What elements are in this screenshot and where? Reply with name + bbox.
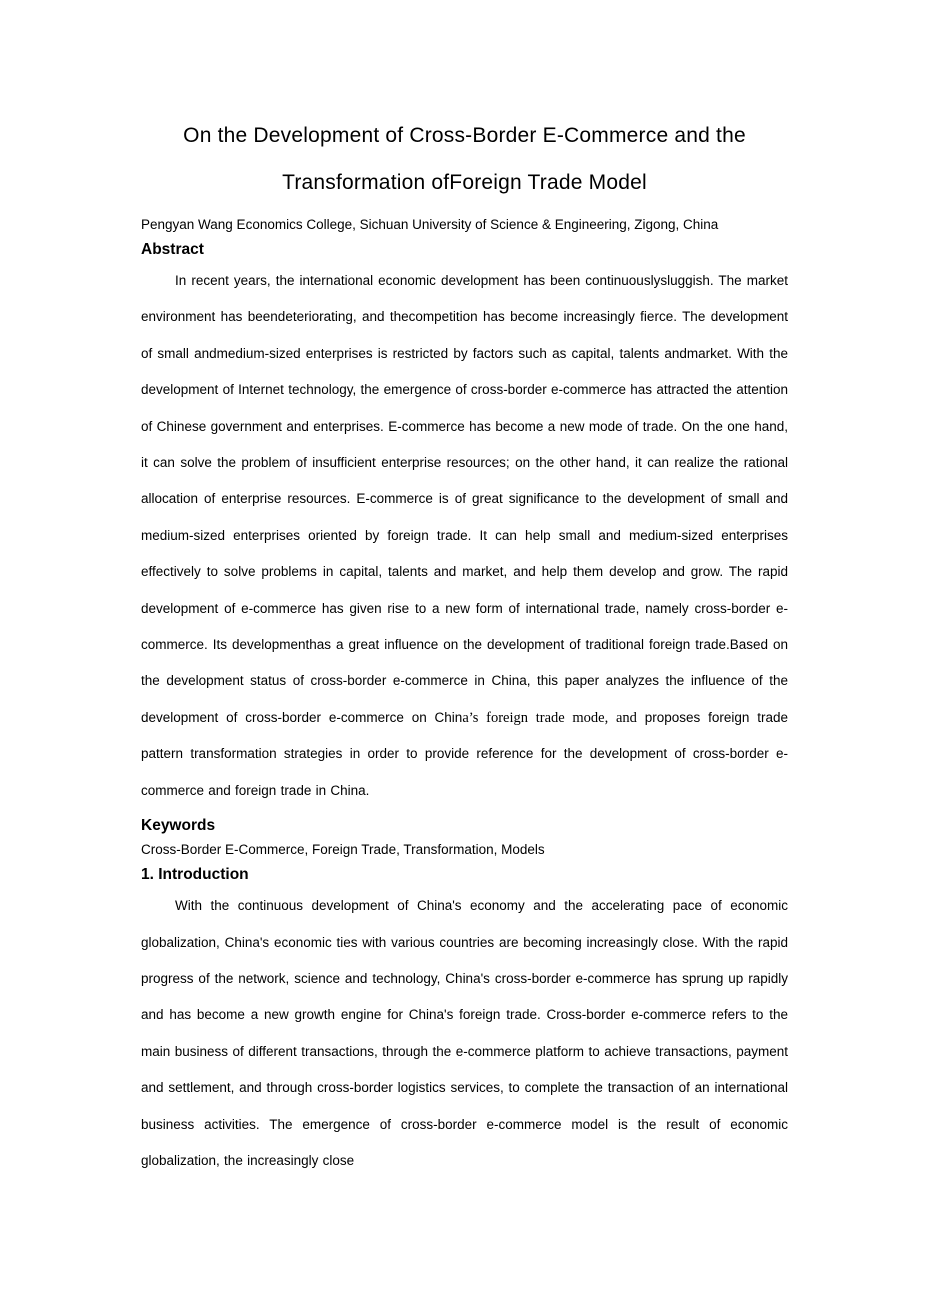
- paper-title: [141, 112, 788, 206]
- title-line-2: Transformation ofForeign Trade Model: [282, 171, 647, 194]
- keywords-text: Cross-Border E-Commerce, Foreign Trade, Transformation, Models: [141, 842, 545, 858]
- abstract-heading: Abstract: [141, 241, 204, 258]
- introduction-paragraph: With the continuous development of China's economy and the accelerating pace of economic globalization, China's economic ties with various countries are becoming increasingly close. With the rapid progress of the network, science and technology, China's cross-border e-commerce has sprung up rapidly and has become a new growth engine for China's foreign trade. Cross-border e-commerce refers to the main business of different transactions, through the e-commerce platform to achieve transactions, payment and settlement, and through cross-border logistics services, to complete the transaction of an international business activities. The emergence of cross-border e-commerce model is the result of economic globalization, the increasingly close: [141, 898, 788, 1168]
- abstract-paragraph: [141, 263, 788, 809]
- keywords-heading: Keywords: [141, 817, 216, 835]
- title-line-1: On the Development of Cross-Border E-Commerce and the: [183, 124, 746, 147]
- abstract-text-end: proposes foreign trade pattern transformation strategies in order to provide reference for the development of cross-border e-commerce and foreign trade in China.: [141, 709, 788, 798]
- abstract-text-serif-run: a’s foreign trade mode, and: [462, 709, 637, 726]
- introduction-heading: 1. Introduction: [141, 866, 249, 884]
- abstract-text-main: In recent years, the international economic development has been continuouslysluggish. The market environment has beendeteriorating, and thecompetition has become increasingly fierce. The development of small andmedium-sized enterprises is restricted by factors such as capital, talents andmarket. With the development of Internet technology, the emergence of cross-border e-commerce has attracted the attention of Chinese government and enterprises. E-commerce has become a new mode of trade. On the one hand, it can solve the problem of insufficient enterprise resources; on the other hand, it can realize the rational allocation of enterprise resources. E-commerce is of great significance to the development of small and medium-sized enterprises oriented by foreign trade. It can help small and medium-sized enterprises effectively to solve problems in capital, talents and market, and help them develop and grow. The rapid development of e-commerce has given rise to a new form of international trade, namely cross-border e-commerce. Its developmenthas a great influence on the development of traditional foreign trade.Based on the development status of cross-border e-commerce in China, this paper analyzes the influence of the development of cross-border e-commerce on Chin: [141, 273, 788, 725]
- author-affiliation-line: Pengyan Wang Economics College, Sichuan University of Science & Engineering, Zigong, China: [141, 217, 719, 232]
